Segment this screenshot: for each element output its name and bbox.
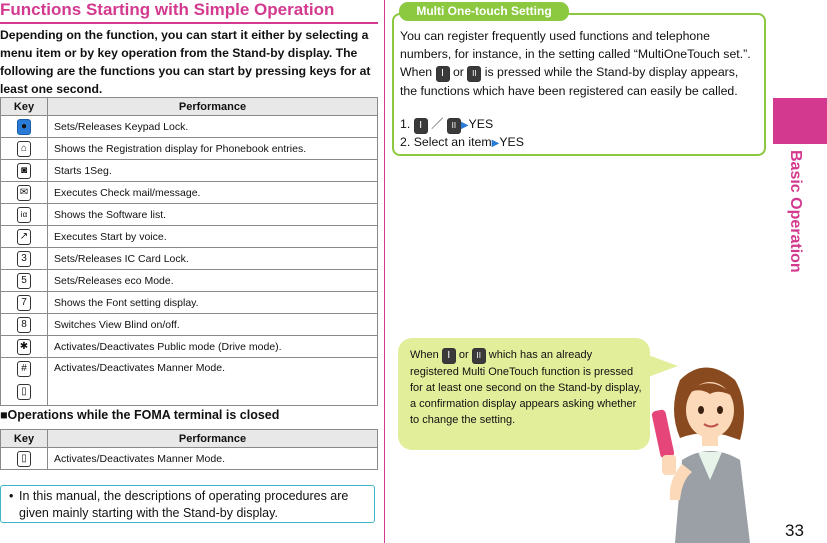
multi-key-2-icon: II	[467, 66, 481, 82]
step-end: YES	[499, 135, 524, 149]
table-row	[1, 226, 378, 248]
multi-one-touch-tab: Multi One-touch Setting	[399, 2, 569, 21]
chapter-label-text: Basic Operation	[787, 150, 804, 273]
row-text: Activates/Deactivates Manner Mode.	[48, 358, 378, 406]
table-row	[1, 160, 378, 182]
chapter-label	[780, 150, 810, 300]
multi-key-2-icon: II	[447, 118, 461, 134]
table-row	[1, 358, 378, 406]
step-separator: ／	[431, 117, 444, 131]
mot-text-2: is pressed while the Stand-by display appears, the functions which have been registered can easily be called.	[400, 65, 739, 98]
table-header	[1, 430, 378, 448]
row-text: Activates/Deactivates Manner Mode.	[48, 448, 378, 470]
phonebook-key-icon: ⌂	[17, 141, 31, 157]
bubble-or: or	[458, 349, 469, 361]
header-performance: Performance	[48, 98, 378, 116]
row-text: Starts 1Seg.	[48, 160, 378, 182]
key-8-icon: 8	[17, 317, 31, 333]
step-end: YES	[468, 117, 494, 131]
key-7-icon: 7	[17, 295, 31, 311]
hash-key-icon: #	[17, 361, 31, 377]
row-text: Executes Check mail/message.	[48, 182, 378, 204]
section-heading-closed: ■Operations while the FOMA terminal is closed	[0, 408, 280, 422]
header-key: Key	[1, 98, 48, 116]
table-row	[1, 116, 378, 138]
table-row	[1, 336, 378, 358]
header-performance: Performance	[48, 430, 378, 448]
key-3-icon: 3	[17, 251, 31, 267]
table-row	[1, 182, 378, 204]
guide-character-illustration	[640, 360, 770, 543]
row-text: Executes Start by voice.	[48, 226, 378, 248]
bullet: •	[9, 489, 14, 503]
table-row	[1, 292, 378, 314]
multi-key-1-icon: I	[436, 66, 450, 82]
i-appli-key-icon: iα	[17, 207, 31, 223]
header-key: Key	[1, 430, 48, 448]
page-number: 33	[785, 521, 804, 540]
row-text: Sets/Releases IC Card Lock.	[48, 248, 378, 270]
mot-text-1: You can register frequently used functions and telephone numbers, for instance, in the setting called “MultiOneTouch set.”. When	[400, 29, 751, 79]
multi-key-1-icon: I	[414, 118, 428, 134]
step-number: 1.	[400, 117, 411, 131]
mail-key-icon: ✉	[17, 185, 31, 201]
bubble-pre: When	[410, 349, 439, 361]
chapter-tab	[773, 98, 827, 144]
column-divider	[384, 0, 385, 543]
row-text: Sets/Releases eco Mode.	[48, 270, 378, 292]
asterisk-key-icon: ✱	[17, 339, 31, 355]
row-text: Sets/Releases Keypad Lock.	[48, 116, 378, 138]
intro-text: Depending on the function, you can start it either by selecting a menu item or by key operation from the Stand-by display. The following are the functions you can start by pressing keys for at least one second.	[0, 28, 371, 96]
side-key-icon: ▯	[17, 451, 31, 467]
closed-key-table	[0, 429, 378, 470]
step-text: Select an item	[413, 135, 492, 149]
row-text: Activates/Deactivates Public mode (Drive mode).	[48, 336, 378, 358]
mot-step-2	[400, 133, 524, 153]
table-row	[1, 204, 378, 226]
table-row	[1, 270, 378, 292]
key-5-icon: 5	[17, 273, 31, 289]
mot-or: or	[452, 65, 464, 79]
arrow-icon: ▶	[460, 120, 469, 131]
row-text: Shows the Software list.	[48, 204, 378, 226]
speech-bubble-text	[410, 347, 642, 428]
mot-step-1	[400, 115, 493, 135]
table-row	[1, 248, 378, 270]
row-text: Shows the Registration display for Phonebook entries.	[48, 138, 378, 160]
multi-one-touch-body	[400, 27, 758, 100]
row-text: Shows the Font setting display.	[48, 292, 378, 314]
manual-note	[0, 485, 375, 523]
voice-key-icon: ↗	[17, 229, 31, 245]
row-text: Switches View Blind on/off.	[48, 314, 378, 336]
key-functions-table	[0, 97, 378, 406]
multi-key-1-icon: I	[442, 348, 456, 364]
arrow-icon: ▶	[491, 138, 500, 149]
table-header	[1, 98, 378, 116]
table-row	[1, 448, 378, 470]
side-key-icon: ▯	[17, 384, 31, 400]
page-title: Functions Starting with Simple Operation	[0, 0, 378, 24]
lock-key-icon: ●	[17, 119, 31, 135]
table-row	[1, 314, 378, 336]
step-number: 2.	[400, 135, 411, 149]
table-row	[1, 138, 378, 160]
multi-key-2-icon: II	[472, 348, 486, 364]
bubble-post: which has an already registered Multi OneTouch function is pressed for at least one second on the Stand-by display, a confirmation display appears asking whether to change the setting.	[410, 349, 642, 426]
camera-key-icon: ◙	[17, 163, 31, 179]
note-text: In this manual, the descriptions of operating procedures are given mainly starting with the Stand-by display.	[19, 489, 349, 520]
